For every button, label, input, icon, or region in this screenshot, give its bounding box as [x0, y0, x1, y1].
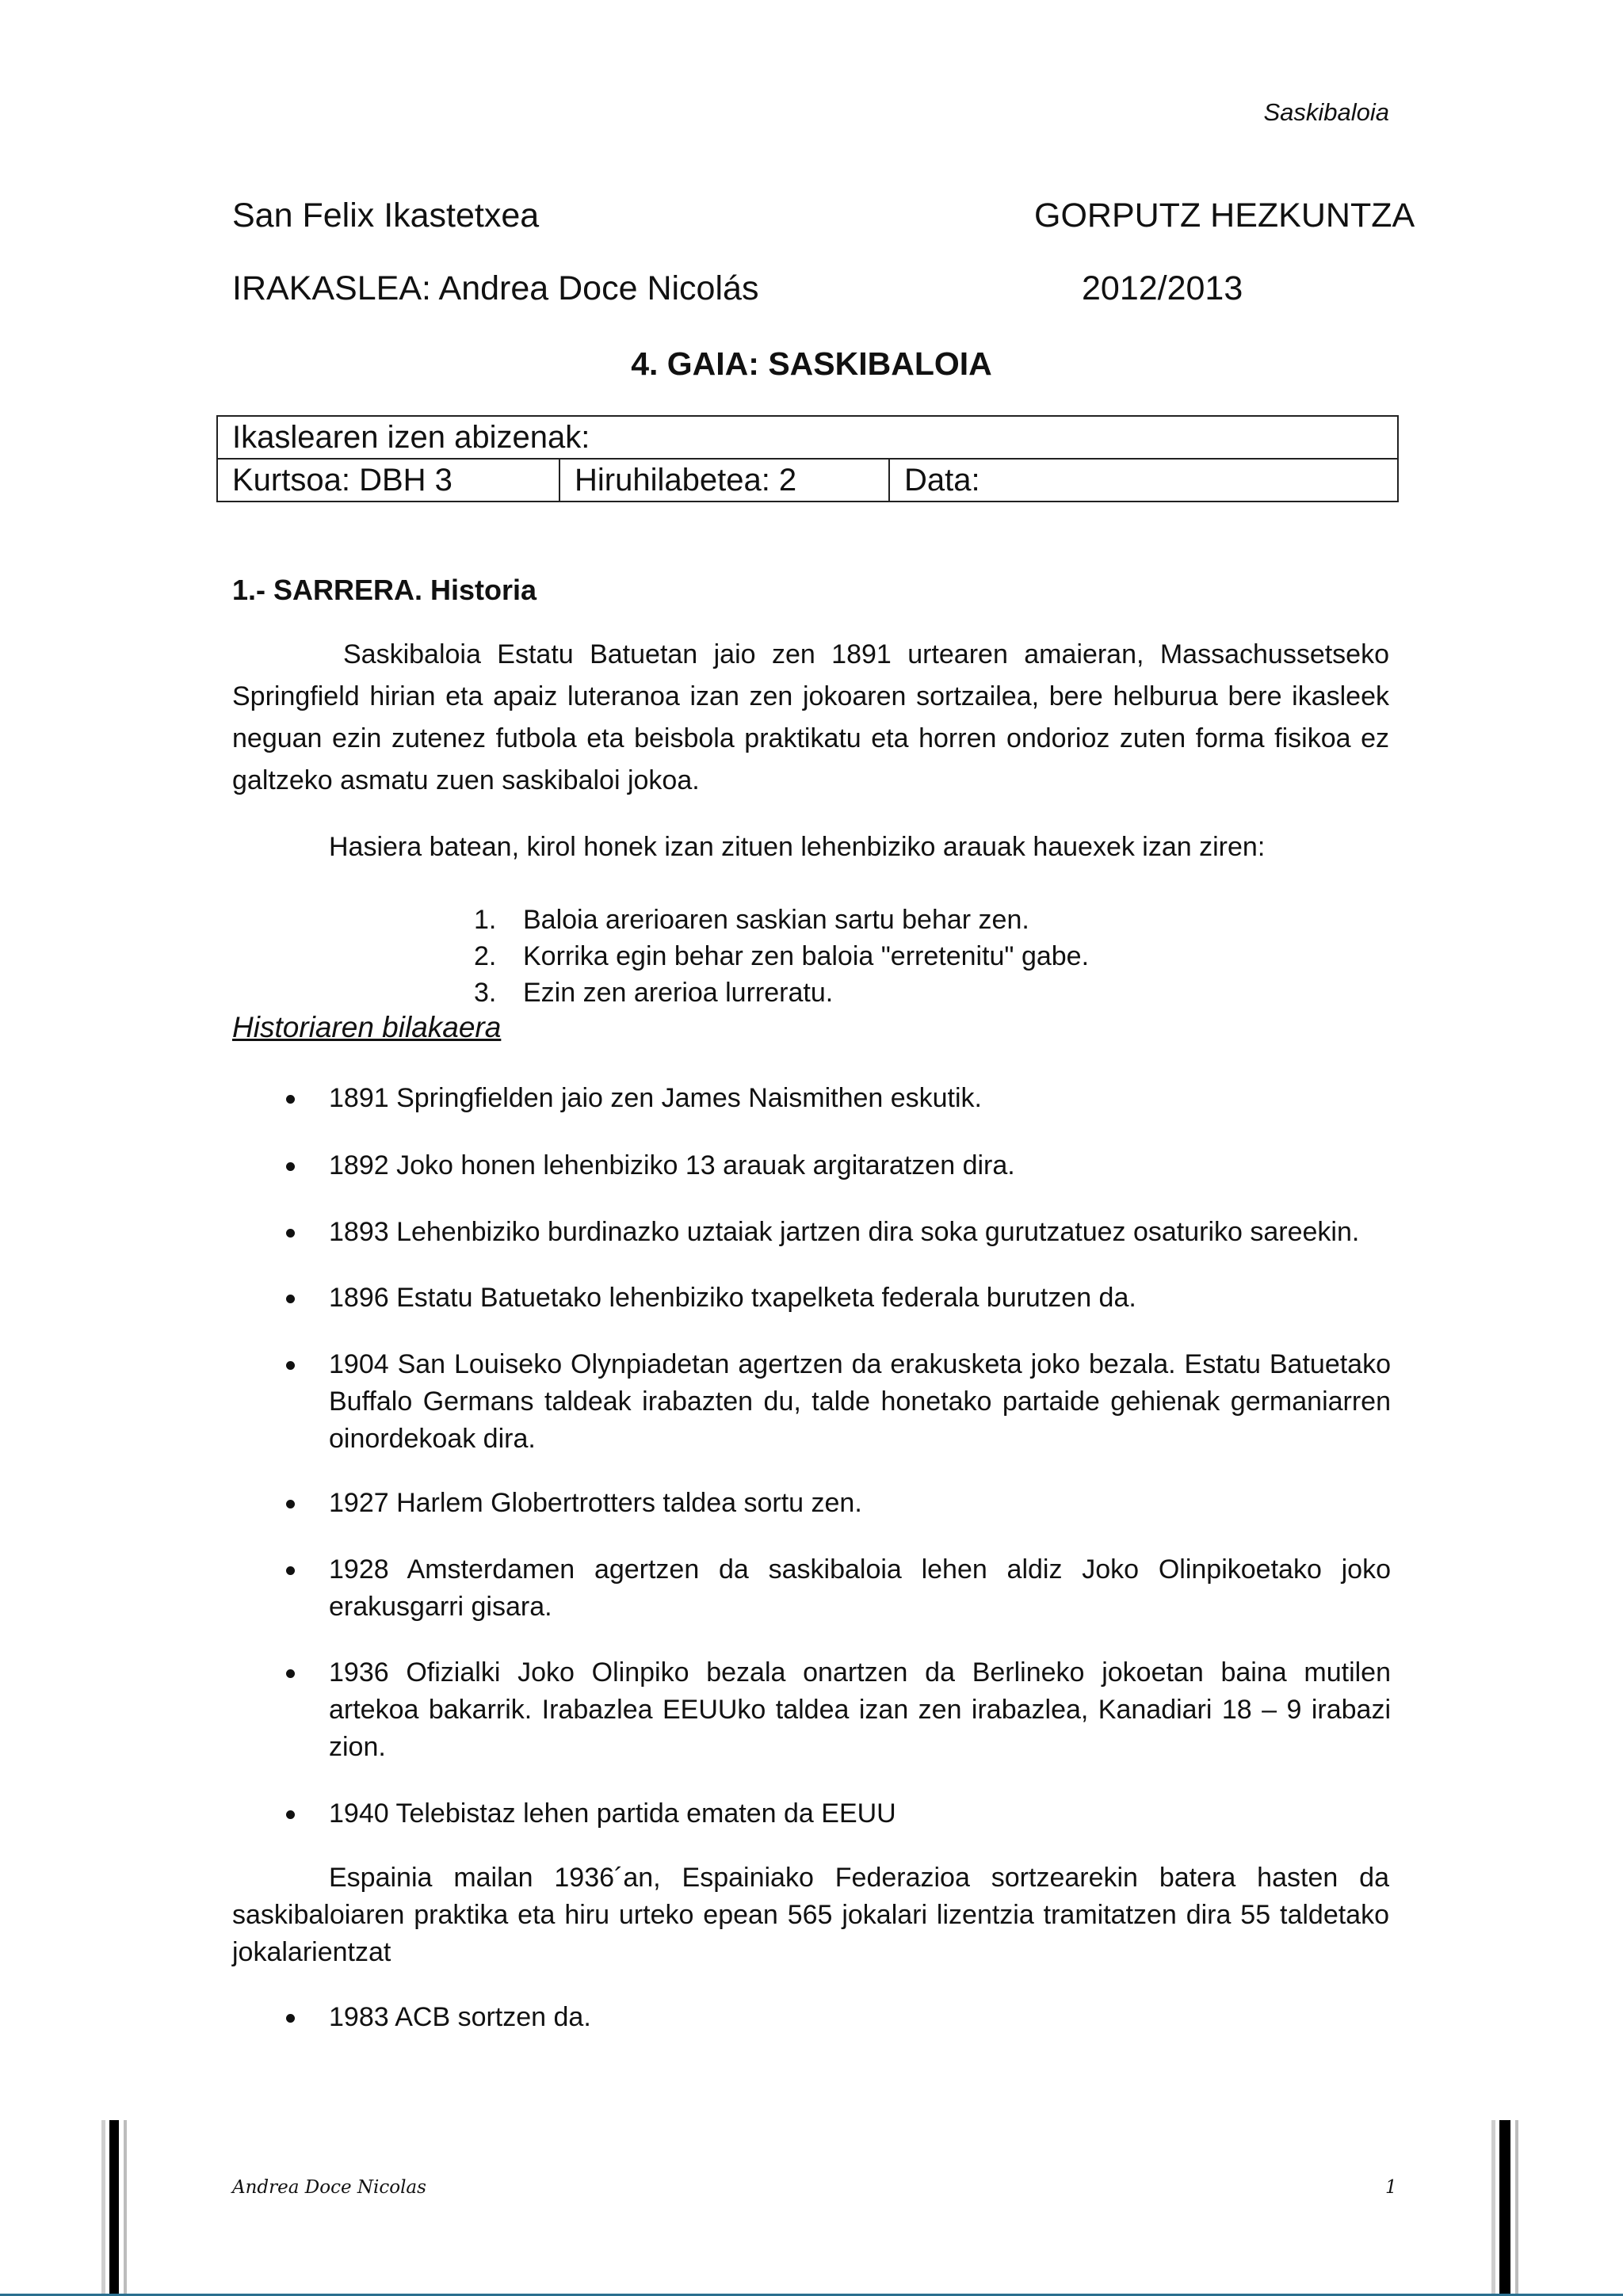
list-item: 1891 Springfielden jaio zen James Naismithen eskutik.: [329, 1080, 1391, 1117]
list-item: 3. Ezin zen arerioa lurreratu.: [474, 978, 834, 1008]
bullet-icon: [286, 1162, 295, 1171]
list-item: 1940 Telebistaz lehen partida ematen da EEUU: [329, 1795, 1391, 1833]
teacher-name: IRAKASLEA: Andrea Doce Nicolás: [232, 269, 759, 307]
bullet-icon: [286, 1229, 295, 1238]
list-item: 2. Korrika egin behar zen baloia "erretenitu" gabe.: [474, 941, 1090, 971]
bullet-icon: [286, 1361, 295, 1370]
spain-paragraph: Espainia mailan 1936´an, Espainiako Federazioa sortzearekin batera hasten da saskibaloiaren praktika eta hiru urteko epean 565 jokalari lizentzia tramitatzen dira 55 taldetako jokalarientzat: [232, 1863, 1389, 1967]
bullet-icon: [286, 1810, 295, 1819]
history-heading: Historiaren bilakaera: [232, 1011, 502, 1043]
page-number: 1: [1385, 2177, 1397, 2198]
left-margin-bar: [101, 2120, 130, 2296]
rules-intro: Hasiera batean, kirol honek izan zituen lehenbiziko arauak hauexek izan ziren:: [329, 832, 1266, 862]
list-item: 1904 San Louiseko Olynpiadetan agertzen da erakusketa joko bezala. Estatu Batuetako Buffalo Germans taldeak irabazten du, talde honetako partaide gehienak germaniarren oinordekoak dira.: [329, 1346, 1391, 1458]
student-name-field[interactable]: Ikaslearen izen abizenak:: [217, 416, 1398, 459]
footer-author: Andrea Doce Nicolas: [232, 2177, 426, 2198]
bullet-icon: [286, 2014, 295, 2023]
subject-name: GORPUTZ HEZKUNTZA: [1034, 196, 1415, 235]
list-item: 1. Baloia arerioaren saskian sartu behar zen.: [474, 905, 1029, 935]
running-header: Saskibaloia: [1263, 98, 1389, 126]
intro-paragraph: Saskibaloia Estatu Batuetan jaio zen 1891 urtearen amaieran, Massachussetseko Springfield hirian eta apaiz luteranoa izan zen jokoaren sortzailea, bere helburua bere ikasleek neguan ezin zutenez futbola eta beisbola praktikatu eta horren ondorioz zuten forma fisikoa ez galtzeko asmatu zuen saskibaloi jokoa.: [232, 639, 1389, 795]
page-title: 4. GAIA: SASKIBALOIA: [631, 345, 992, 382]
student-info-table: [216, 415, 1399, 502]
bullet-icon: [286, 1669, 295, 1678]
list-item: 1893 Lehenbiziko burdinazko uztaiak jartzen dira soka gurutzatuez osaturiko sareekin.: [329, 1214, 1391, 1251]
date-field[interactable]: Data:: [889, 459, 1398, 502]
section-title: 1.- SARRERA. Historia: [232, 574, 537, 606]
list-item: 1983 ACB sortzen da.: [329, 1999, 1391, 2036]
bullet-icon: [286, 1295, 295, 1303]
list-item: 1927 Harlem Globertrotters taldea sortu zen.: [329, 1485, 1391, 1522]
bullet-icon: [286, 1500, 295, 1508]
bullet-icon: [286, 1566, 295, 1575]
list-item: 1936 Ofizialki Joko Olinpiko bezala onartzen da Berlineko jokoetan baina mutilen artekoa bakarrik. Irabazlea EEUUko taldea izan zen irabazlea, Kanadiari 18 – 9 irabazi zion.: [329, 1654, 1391, 1766]
school-year: 2012/2013: [1082, 269, 1243, 307]
bullet-icon: [286, 1095, 295, 1104]
list-item: 1896 Estatu Batuetako lehenbiziko txapelketa federala burutzen da.: [329, 1280, 1391, 1317]
school-name: San Felix Ikastetxea: [232, 196, 540, 235]
list-item: 1928 Amsterdamen agertzen da saskibaloia lehen aldiz Joko Olinpikoetako joko erakusgarri gisara.: [329, 1551, 1391, 1626]
term-cell: Hiruhilabetea: 2: [559, 459, 889, 502]
right-margin-bar: [1491, 2120, 1520, 2296]
course-cell: Kurtsoa: DBH 3: [217, 459, 559, 502]
rules-list: [468, 902, 1089, 1011]
list-item: 1892 Joko honen lehenbiziko 13 arauak argitaratzen dira.: [329, 1147, 1391, 1184]
